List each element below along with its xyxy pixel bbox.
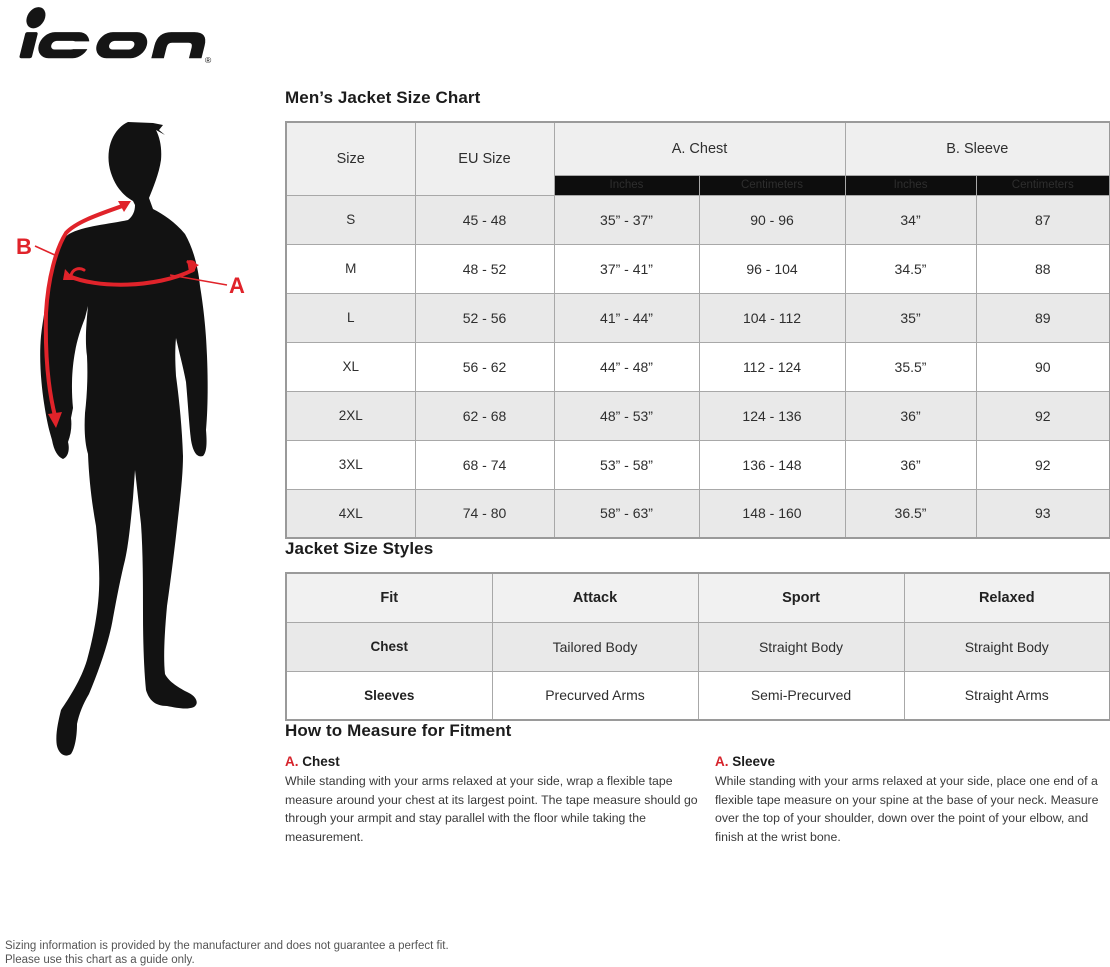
cell-chest-in: 37” - 41”	[554, 244, 699, 293]
cell-chest-in: 53” - 58”	[554, 440, 699, 489]
logo-letter-c	[35, 32, 93, 58]
cell-sleeve-in: 36.5”	[845, 489, 976, 538]
cell-size: 2XL	[286, 391, 415, 440]
cell-sleeve-cm: 87	[976, 195, 1110, 244]
cell-fit-label: Chest	[286, 622, 492, 671]
cell-sleeve-in: 35.5”	[845, 342, 976, 391]
main-content	[285, 88, 1109, 847]
cell-chest-cm: 124 - 136	[699, 391, 845, 440]
how-to-chest-block	[285, 754, 700, 847]
col-header-eu-size: EU Size	[415, 122, 554, 195]
subheader-chest-centimeters: Centimeters	[699, 175, 845, 195]
cell-sleeve-cm: 90	[976, 342, 1110, 391]
logo-registered-mark: ®	[204, 55, 212, 66]
cell-sport: Straight Body	[698, 622, 904, 671]
size-chart-title: Men’s Jacket Size Chart	[285, 88, 481, 107]
how-to-sleeve-heading	[715, 754, 1109, 769]
cell-chest-cm: 104 - 112	[699, 293, 845, 342]
cell-chest-cm: 148 - 160	[699, 489, 845, 538]
measurement-figure	[15, 108, 255, 773]
logo-letter-i-stem	[19, 32, 38, 58]
col-group-sleeve: B. Sleeve	[845, 122, 1110, 175]
cell-attack: Tailored Body	[492, 622, 698, 671]
cell-sleeve-in: 36”	[845, 391, 976, 440]
how-to-sleeve-text: While standing with your arms relaxed at your side, place one end of a flexible tape measure on your spine at the base of your neck. Measure over the top of your shoulder, down over the point of your elbow, and finish at the wrist bone.	[715, 774, 1099, 845]
styles-col-relaxed: Relaxed	[904, 573, 1110, 622]
sleeve-label: Sleeve	[732, 754, 776, 769]
cell-relaxed: Straight Body	[904, 622, 1110, 671]
subheader-sleeve-inches: Inches	[845, 175, 976, 195]
cell-eu: 45 - 48	[415, 195, 554, 244]
label-b: B	[16, 234, 32, 259]
cell-sleeve-in: 34.5”	[845, 244, 976, 293]
cell-chest-cm: 96 - 104	[699, 244, 845, 293]
disclaimer-line-2: Please use this chart as a guide only.	[5, 954, 195, 966]
table-group-header-row	[286, 122, 1110, 175]
col-header-size: Size	[286, 122, 415, 195]
male-silhouette-figure	[15, 108, 255, 768]
cell-sleeve-in: 36”	[845, 440, 976, 489]
cell-chest-cm: 112 - 124	[699, 342, 845, 391]
cell-sleeve-in: 35”	[845, 293, 976, 342]
cell-eu: 74 - 80	[415, 489, 554, 538]
cell-sleeve-cm: 93	[976, 489, 1110, 538]
table-row	[286, 342, 1110, 391]
logo-letter-i-dot	[24, 7, 48, 28]
how-to-chest-text: While standing with your arms relaxed at your side, wrap a flexible tape measure around your chest at its largest point. The tape measure should go through your armpit and stay parallel with the floor while taking the measurement.	[285, 774, 698, 845]
styles-col-fit: Fit	[286, 573, 492, 622]
subheader-chest-inches: Inches	[554, 175, 699, 195]
cell-eu: 56 - 62	[415, 342, 554, 391]
cell-size: XL	[286, 342, 415, 391]
subheader-sleeve-centimeters: Centimeters	[976, 175, 1110, 195]
label-a: A	[229, 273, 245, 298]
cell-chest-cm: 90 - 96	[699, 195, 845, 244]
cell-chest-in: 35” - 37”	[554, 195, 699, 244]
cell-sleeve-cm: 92	[976, 440, 1110, 489]
disclaimer-line-1: Sizing information is provided by the manufacturer and does not guarantee a perfect fit.	[5, 940, 449, 952]
table-row	[286, 244, 1110, 293]
table-row	[286, 293, 1110, 342]
logo-letter-o	[93, 32, 150, 58]
cell-eu: 68 - 74	[415, 440, 554, 489]
cell-eu: 48 - 52	[415, 244, 554, 293]
cell-sleeve-cm: 89	[976, 293, 1110, 342]
cell-sleeve-cm: 92	[976, 391, 1110, 440]
table-row	[286, 622, 1110, 671]
cell-chest-in: 58” - 63”	[554, 489, 699, 538]
cell-chest-in: 48” - 53”	[554, 391, 699, 440]
how-to-sleeve-block	[715, 754, 1109, 847]
icon-logo	[6, 5, 228, 74]
cell-size: S	[286, 195, 415, 244]
jacket-size-styles-table	[285, 572, 1110, 721]
male-silhouette	[40, 122, 207, 756]
cell-chest-cm: 136 - 148	[699, 440, 845, 489]
cell-sleeve-cm: 88	[976, 244, 1110, 293]
cell-eu: 62 - 68	[415, 391, 554, 440]
styles-header-row	[286, 573, 1110, 622]
cell-relaxed: Straight Arms	[904, 671, 1110, 720]
cell-size: 4XL	[286, 489, 415, 538]
icon-logo-graphic	[6, 5, 228, 69]
cell-chest-in: 41” - 44”	[554, 293, 699, 342]
cell-sleeve-in: 34”	[845, 195, 976, 244]
cell-size: M	[286, 244, 415, 293]
table-row	[286, 489, 1110, 538]
how-to-chest-heading	[285, 754, 700, 769]
table-row	[286, 671, 1110, 720]
styles-col-sport: Sport	[698, 573, 904, 622]
chest-prefix: A.	[285, 754, 299, 769]
sleeve-prefix: A.	[715, 754, 729, 769]
styles-chart-title: Jacket Size Styles	[285, 539, 434, 558]
cell-eu: 52 - 56	[415, 293, 554, 342]
cell-size: 3XL	[286, 440, 415, 489]
chest-label: Chest	[302, 754, 340, 769]
cell-attack: Precurved Arms	[492, 671, 698, 720]
cell-fit-label: Sleeves	[286, 671, 492, 720]
col-group-chest: A. Chest	[554, 122, 845, 175]
table-row	[286, 195, 1110, 244]
table-row	[286, 440, 1110, 489]
cell-size: L	[286, 293, 415, 342]
disclaimer-footer	[5, 939, 449, 967]
table-row	[286, 391, 1110, 440]
cell-sport: Semi-Precurved	[698, 671, 904, 720]
cell-chest-in: 44” - 48”	[554, 342, 699, 391]
mens-jacket-size-table	[285, 121, 1110, 539]
how-to-measure-title: How to Measure for Fitment	[285, 721, 512, 740]
how-to-measure-section	[285, 754, 1109, 847]
styles-col-attack: Attack	[492, 573, 698, 622]
logo-letter-n	[151, 32, 208, 58]
label-b-pointer	[35, 246, 57, 256]
